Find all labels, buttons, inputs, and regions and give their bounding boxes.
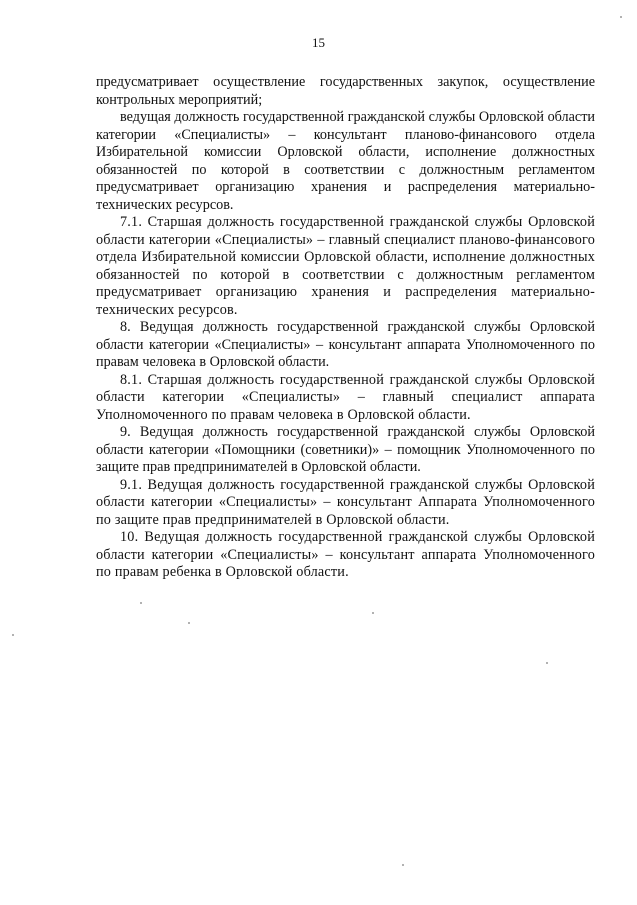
page-number: 15 — [312, 35, 325, 50]
paragraph-leading-consultant: ведущая должность государственной гражданской службы Орловской области категории «Специалисты» – консультант планово-финансового отдела Избирательной комиссии Орловской области, исполнение должностных обязанностей по которой в соответствии с должностным регламентом предусматривает организацию хранения и распределения материально-технических ресурсов. — [96, 109, 595, 213]
paragraph-8: 8. Ведущая должность государственной гражданской службы Орловской области категории «Специалисты» – консультант аппарата Уполномоченного по правам человека в Орловской области. — [96, 319, 595, 370]
paragraph-9: 9. Ведущая должность государственной гражданской службы Орловской области категории «Помощники (советники)» – помощник Уполномоченного по защите прав предпринимателей в Орловской области. — [96, 424, 595, 475]
paragraph-10: 10. Ведущая должность государственной гражданской службы Орловской области категории «Специалисты» – консультант аппарата Уполномоченного по правам ребенка в Орловской области. — [96, 529, 595, 580]
paragraph-8-1: 8.1. Старшая должность государственной гражданской службы Орловской области категории «Специалисты» – главный специалист аппарата Уполномоченного по правам человека в Орловской области. — [96, 371, 595, 423]
scan-speck — [402, 864, 404, 866]
scan-speck — [546, 662, 548, 664]
paragraph-7-1: 7.1. Старшая должность государственной гражданской службы Орловской области категории «Специалисты» – главный специалист планово-финансового отдела Избирательной комиссии Орловской области, исполнение должностных обязанностей по которой в соответствии с должностным регламентом предусматривает организацию хранения и распределения материально-технических ресурсов. — [96, 214, 595, 318]
document-body — [96, 74, 595, 582]
paragraph-9-1: 9.1. Ведущая должность государственной гражданской службы Орловской области категории «Специалисты» – консультант Аппарата Уполномоченного по защите прав предпринимателей в Орловской области. — [96, 476, 595, 528]
scan-speck — [372, 612, 374, 614]
scan-speck — [140, 602, 142, 604]
scan-speck — [188, 622, 190, 624]
scan-speck — [12, 634, 14, 636]
scan-speck — [620, 16, 622, 18]
paragraph-continuation: предусматривает осуществление государственных закупок, осуществление контрольных мероприятий; — [96, 74, 595, 108]
